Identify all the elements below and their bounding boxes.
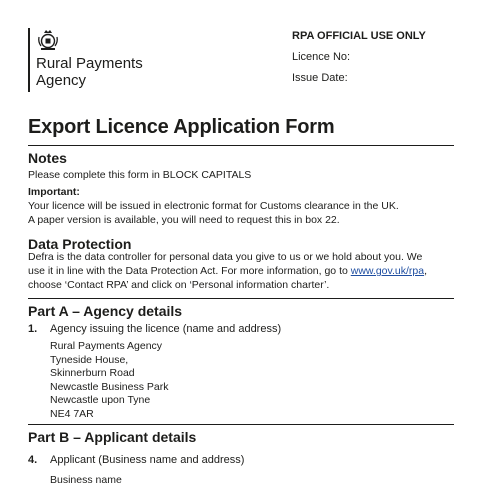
form-title: Export Licence Application Form — [28, 116, 335, 138]
official-use-label: RPA OFFICIAL USE ONLY — [292, 30, 426, 42]
address-line: Tyneside House, — [50, 353, 129, 366]
address-line: Newcastle upon Tyne — [50, 394, 151, 406]
important-line-1: Your licence will be issued in electronic format for Customs clearance in the UK. — [28, 200, 399, 212]
agency-address — [50, 340, 168, 421]
important-label: Important: — [28, 186, 80, 198]
issue-date-label: Issue Date: — [292, 72, 348, 84]
question-number-4: 4. — [28, 454, 38, 466]
licence-no-label: Licence No: — [292, 51, 351, 63]
part-b-heading: Part B – Applicant details — [28, 429, 197, 445]
address-line: NE4 7AR — [50, 407, 94, 420]
agency-logo-text — [36, 55, 143, 89]
gov-uk-rpa-link[interactable]: www.gov.uk/rpa — [350, 265, 425, 277]
data-protection-comma: , — [424, 265, 428, 277]
question-1-label: Agency issuing the licence (name and address) — [50, 323, 282, 335]
part-b-divider — [28, 424, 454, 425]
notes-heading: Notes — [28, 150, 67, 166]
data-protection-line-1: Defra is the data controller for personal data you give to us or we hold about you. We — [28, 251, 423, 263]
data-protection-line-2-text: use it in line with the Data Protection Act. For more information, go to — [28, 265, 351, 277]
agency-name-line2: Agency — [36, 72, 87, 89]
part-a-divider — [28, 298, 454, 299]
agency-name-line1: Rural Payments — [36, 55, 143, 72]
question-4-label: Applicant (Business name and address) — [50, 454, 245, 466]
data-protection-line-2 — [28, 264, 454, 278]
data-protection-heading: Data Protection — [28, 236, 132, 252]
question-number-1: 1. — [28, 323, 38, 335]
business-name-label: Business name — [50, 474, 122, 486]
important-line-2: A paper version is available, you will need to request this in box 22. — [28, 214, 340, 226]
notes-text: Please complete this form in BLOCK CAPITALS — [28, 169, 252, 181]
royal-crest-icon — [36, 28, 60, 52]
address-line: Rural Payments Agency — [50, 340, 163, 352]
address-line: Newcastle Business Park — [50, 380, 169, 393]
title-divider — [28, 145, 454, 146]
part-a-heading: Part A – Agency details — [28, 303, 183, 319]
address-line: Skinnerburn Road — [50, 367, 135, 379]
logo-divider — [28, 28, 30, 92]
data-protection-line-3: choose ‘Contact RPA’ and click on ‘Personal information charter’. — [28, 279, 330, 291]
